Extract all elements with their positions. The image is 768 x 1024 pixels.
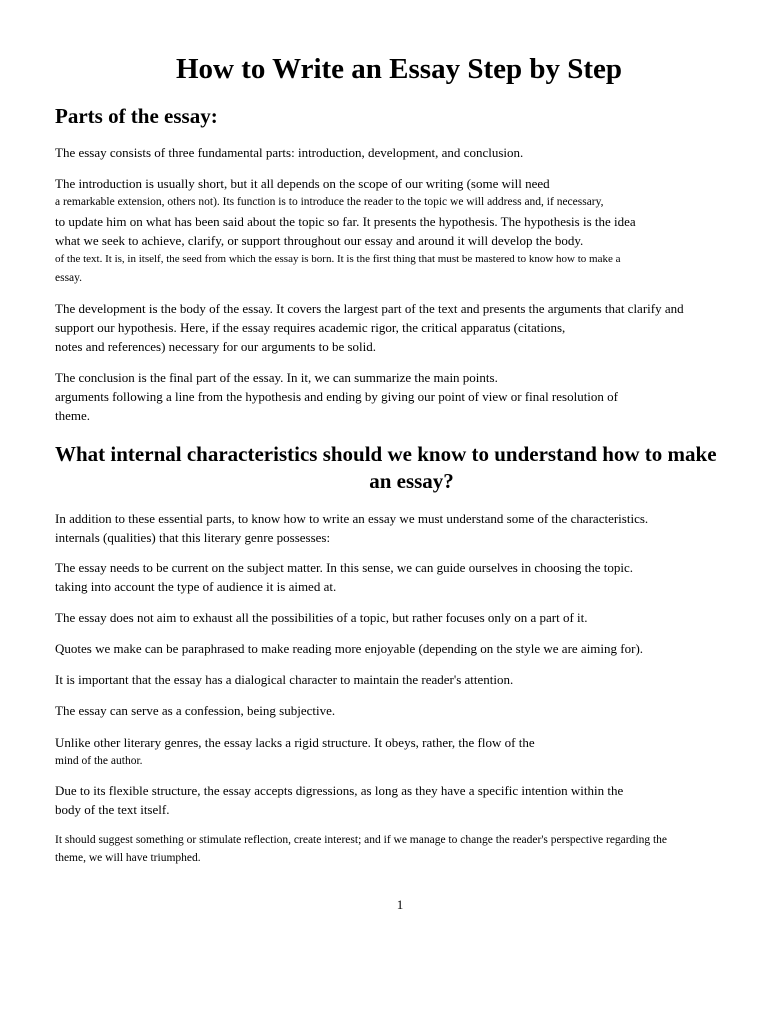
text-line: theme, we will have triumphed. xyxy=(55,852,201,864)
text-line: The essay does not aim to exhaust all the possibilities of a topic, but rather focuses only on a part of it. xyxy=(55,610,588,625)
section-heading-parts: Parts of the essay: xyxy=(55,104,218,128)
text-line: support our hypothesis. Here, if the essay requires academic rigor, the critical apparatus (citations, xyxy=(55,320,566,335)
paragraph xyxy=(55,509,755,547)
section-heading-characteristics: What internal characteristics should we know to understand how to make xyxy=(55,442,717,466)
text-line: The essay consists of three fundamental parts: introduction, development, and conclusion. xyxy=(55,145,524,160)
text-line: notes and references) necessary for our arguments to be solid. xyxy=(55,339,377,354)
paragraph xyxy=(55,831,755,867)
text-line: Due to its flexible structure, the essay accepts digressions, as long as they have a specific intention within the xyxy=(55,783,624,798)
page-number: 1 xyxy=(396,897,404,912)
paragraph xyxy=(55,701,755,720)
text-line: essay. xyxy=(55,272,83,284)
paragraph xyxy=(55,558,755,596)
paragraph xyxy=(55,670,755,689)
text-line: theme. xyxy=(55,408,91,423)
text-line: The development is the body of the essay. It covers the largest part of the text and presents the arguments that clarify and xyxy=(55,301,684,316)
text-line: body of the text itself. xyxy=(55,802,170,817)
text-line: The essay can serve as a confession, being subjective. xyxy=(55,703,336,718)
paragraph-conclusion xyxy=(55,368,755,425)
text-line: Unlike other literary genres, the essay lacks a rigid structure. It obeys, rather, the flow of the xyxy=(55,735,535,750)
text-line: what we seek to achieve, clarify, or support throughout our essay and around it will develop the body. xyxy=(55,233,584,248)
paragraph xyxy=(55,733,755,771)
paragraph xyxy=(55,608,755,627)
text-line: of the text. It is, in itself, the seed from which the essay is born. It is the first thing that must be mastered to know how to make a xyxy=(55,253,621,265)
text-line: It should suggest something or stimulate reflection, create interest; and if we manage to change the reader's perspective regarding the xyxy=(55,834,667,846)
text-line: Quotes we make can be paraphrased to make reading more enjoyable (depending on the style we are aiming for). xyxy=(55,641,644,656)
text-line: The essay needs to be current on the subject matter. In this sense, we can guide ourselves in choosing the topic. xyxy=(55,560,633,575)
text-line: It is important that the essay has a dialogical character to maintain the reader's attention. xyxy=(55,672,514,687)
text-line: taking into account the type of audience it is aimed at. xyxy=(55,579,337,594)
text-line: The introduction is usually short, but it all depends on the scope of our writing (some will need xyxy=(55,176,550,191)
text-line: to update him on what has been said about the topic so far. It presents the hypothesis. The hypothesis is the idea xyxy=(55,214,636,229)
text-line: mind of the author. xyxy=(55,755,143,767)
section-heading-characteristics-cont: an essay? xyxy=(369,469,454,493)
text-line: a remarkable extension, others not). Its function is to introduce the reader to the topic we will address and, if necessary, xyxy=(55,196,604,208)
text-line: arguments following a line from the hypothesis and ending by giving our point of view or final resolution of xyxy=(55,389,618,404)
text-line: internals (qualities) that this literary genre possesses: xyxy=(55,530,331,545)
paragraph-introduction xyxy=(55,174,755,288)
paragraph xyxy=(55,639,755,658)
text-line: The conclusion is the final part of the essay. In it, we can summarize the main points. xyxy=(55,370,498,385)
paragraph-development xyxy=(55,299,755,356)
document-title: How to Write an Essay Step by Step xyxy=(175,53,623,85)
paragraph xyxy=(55,781,755,819)
paragraph xyxy=(55,143,755,162)
text-line: In addition to these essential parts, to know how to write an essay we must understand some of the characteristics. xyxy=(55,511,649,526)
